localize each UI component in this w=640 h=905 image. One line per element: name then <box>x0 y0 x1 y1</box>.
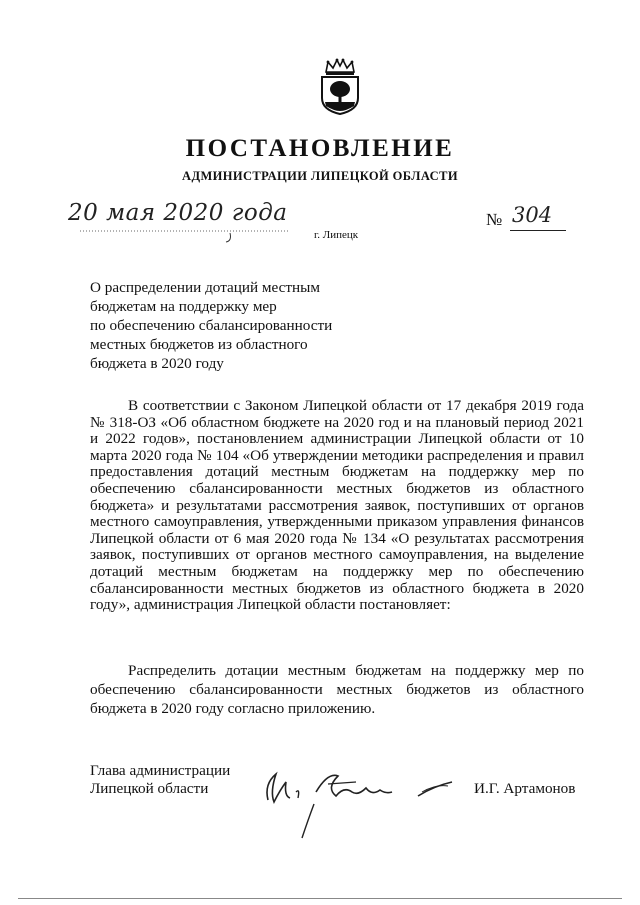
handwritten-number: 304 <box>512 203 553 227</box>
heading-line: по обеспечению сбалансированности <box>90 317 333 334</box>
document-title: ПОСТАНОВЛЕНИЕ <box>185 135 455 162</box>
signatory-position <box>90 762 230 798</box>
number-sign: № <box>486 210 503 229</box>
date-underline <box>80 229 290 243</box>
body-paragraph-legal-basis: В соответствии с Законом Липецкой области от 17 декабря 2019 года № 318-ОЗ «Об областном бюджете на 2020 год и на плановый период 2021 и 2022 годов», постановлением администрации Липецкой области от 10 марта 2020 года № 104 «Об утверждении методики распределения и правил предоставления дотаций местным бюджетам на поддержку мер по обеспечению сбалансированности местных бюджетов из областного бюджета» и результатами рассмотрения заявок, поступивших от органов местного самоуправления, утвержденными приказом управления финансов Липецкой области от 6 мая 2020 года № 134 «О результатах рассмотрения заявок, поступивших от органов местного самоуправления, на выделение дотаций местным бюджетам на поддержку мер по обеспечению сбалансированности местных бюджетов из областного бюджета в 2020 году», администрация Липецкой области постановляет: <box>90 397 584 614</box>
resolution-heading <box>90 278 390 373</box>
city-label: г. Липецк <box>314 229 359 241</box>
document-subtitle: АДМИНИСТРАЦИИ ЛИПЕЦКОЙ ОБЛАСТИ <box>182 169 458 183</box>
number-underline <box>510 230 566 231</box>
heading-line: бюджета в 2020 году <box>90 355 224 372</box>
handwritten-date: 20 мая 2020 года <box>68 200 288 226</box>
heading-line: местных бюджетов из областного <box>90 336 308 353</box>
signatory-name: И.Г. Артамонов <box>474 780 576 797</box>
signature-icon <box>256 762 456 842</box>
heading-line: О распределении дотаций местным <box>90 279 320 296</box>
heading-line: бюджетам на поддержку мер <box>90 298 277 315</box>
signatory-position-line: Липецкой области <box>90 780 209 797</box>
page-bottom-edge <box>18 898 622 899</box>
signatory-position-line: Глава администрации <box>90 762 231 779</box>
coat-of-arms-icon <box>316 58 364 116</box>
body-paragraph-decision: Распределить дотации местным бюджетам на поддержку мер по обеспечению сбалансированности местных бюджетов из областного бюджета в 2020 году согласно приложению. <box>90 662 584 717</box>
